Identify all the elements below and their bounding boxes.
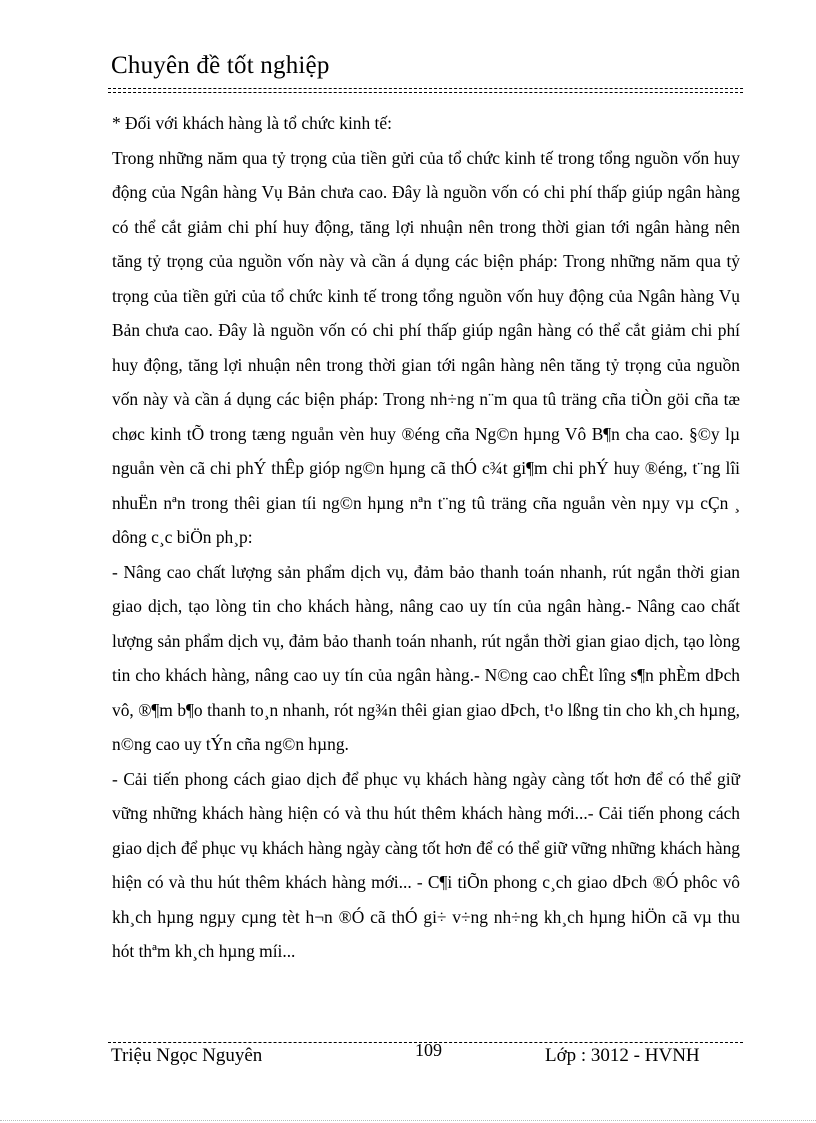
document-body (112, 106, 740, 969)
paragraph: - Cải tiến phong cách giao dịch để phục vụ khách hàng ngày càng tốt hơn để có thể giữ vững những khách hàng hiện có và thu hút thêm khách hàng mới...- Cải tiến phong cách giao dịch để phục vụ khách hàng ngày càng tốt hơn để có thể giữ vững những khách hàng hiện có và thu hút thêm khách hàng mới... - C¶i tiÕn phong c¸ch giao dÞch ®Ó phôc vô kh¸ch hµng ngµy cµng tèt h¬n ®Ó cã thÓ gi÷ v÷ng nh÷ng kh¸ch hµng hiÖn cã vµ thu hót thªm kh¸ch hµng míi... (112, 768, 740, 961)
paragraph: - Nâng cao chất lượng sản phẩm dịch vụ, đảm bảo thanh toán nhanh, rút ngắn thời gian giao dịch, tạo lòng tin cho khách hàng, nâng cao uy tín của ngân hàng.- Nâng cao chất lượng sản phẩm dịch vụ, đảm bảo thanh toán nhanh, rút ngắn thời gian giao dịch, tạo lòng tin cho khách hàng, nâng cao uy tín của ngân hàng.- N©ng cao chÊt lîng s¶n phÈm dÞch vô, ®¶m b¶o thanh to¸n nhanh, rót ng¾n thêi gian giao dÞch, t¹o lßng tin cho kh¸ch hµng, n©ng cao uy tÝn cña ng©n hµng. (112, 561, 740, 754)
footer-author: Triệu Ngọc Nguyên (111, 1045, 263, 1066)
page-edge (0, 1120, 816, 1121)
header-rule (108, 88, 743, 89)
header-rule-secondary (108, 92, 743, 93)
paragraph-heading: * Đối với khách hàng là tổ chức kinh tế: (112, 113, 392, 133)
footer-class-label: Lớp : 3012 - HVNH (545, 1045, 700, 1066)
paragraph: Trong những năm qua tỷ trọng của tiền gửi của tổ chức kinh tế trong tổng nguồn vốn huy động của Ngân hàng Vụ Bản chưa cao. Đây là nguồn vốn có chi phí thấp giúp ngân hàng có thể cắt giảm chi phí huy động, tăng lợi nhuận nên trong thời gian tới ngân hàng nên tăng tỷ trọng của nguồn vốn này và cần á dụng các biện pháp: Trong những năm qua tỷ trọng của tiền gửi của tổ chức kinh tế trong tổng nguồn vốn huy động của Ngân hàng Vụ Bản chưa cao. Đây là nguồn vốn có chi phí thấp giúp ngân hàng có thể cắt giảm chi phí huy động, tăng lợi nhuận nên trong thời gian tới ngân hàng nên tăng tỷ trọng của nguồn vốn này và cần á dụng các biện pháp: Trong nh÷ng n¨m qua tû träng cña tiÒn göi cña tæ chøc kinh tÕ trong tæng nguån vèn huy ®éng cña Ng©n hµng Vô B¶n cha cao. §©y lµ nguån vèn cã chi phÝ thÊp gióp ng©n hµng cã thÓ c¾t gi¶m chi phÝ huy ®éng, t¨ng lîi nhuËn nªn trong thêi gian tíi ng©n hµng nªn t¨ng tû träng cña nguån vèn nµy vµ cÇn ¸ dông c¸c biÖn ph¸p: (112, 147, 740, 547)
page-header-title: Chuyên đề tốt nghiệp (111, 52, 330, 79)
page-number: 109 (415, 1040, 442, 1060)
